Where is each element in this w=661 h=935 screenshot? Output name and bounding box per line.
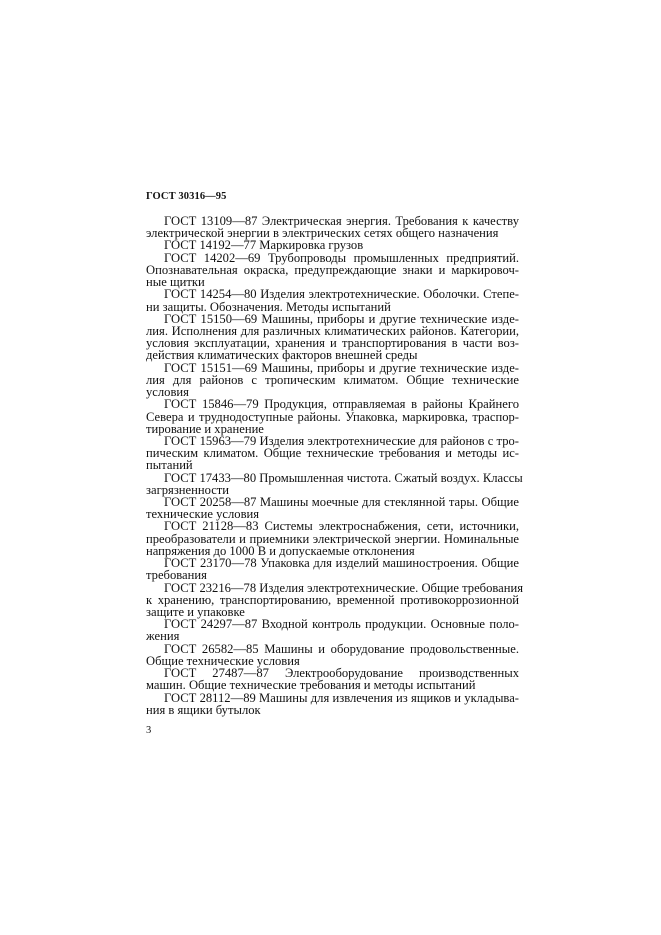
text-line: машин. Общие технические требования и методы испытаний xyxy=(146,678,476,693)
text-line: ГОСТ 15846—79 Продукция, отправляемая в районы Крайнего xyxy=(164,397,519,412)
text-line: к хранению, транспортированию, временной противокоррозионной xyxy=(146,592,519,607)
reference-entry xyxy=(146,362,519,399)
text-line: ГОСТ 24297—87 Входной контроль продукции. Основные поло- xyxy=(164,617,519,632)
reference-entry xyxy=(146,239,519,251)
reference-entry xyxy=(146,313,519,362)
document-header: ГОСТ 30316—95 xyxy=(146,191,227,202)
reference-entry xyxy=(146,667,519,691)
reference-entry xyxy=(146,288,519,312)
text-line: ГОСТ 26582—85 Машины и оборудование продовольственные. xyxy=(164,641,519,656)
reference-entry xyxy=(146,398,519,435)
text-line: ни защиты. Обозначения. Методы испытаний xyxy=(146,299,391,314)
reference-entry xyxy=(146,557,519,581)
page-number: 3 xyxy=(146,725,152,736)
text-line: ГОСТ 27487—87 Электрооборудование производственных xyxy=(164,666,519,681)
text-line: ГОСТ 23216—78 Изделия электротехнические. Общие требования xyxy=(164,580,524,595)
text-line: пытаний xyxy=(146,458,193,473)
text-line: ГОСТ 17433—80 Промышленная чистота. Сжатый воздух. Классы xyxy=(164,470,523,485)
text-line: ГОСТ 15963—79 Изделия электротехнические для районов с тро- xyxy=(164,433,519,448)
text-line: ГОСТ 14202—69 Трубопроводы промышленных предприятий. xyxy=(164,250,519,265)
text-line: преобразователи и приемники электрической энергии. Номинальные xyxy=(146,531,519,546)
reference-entry xyxy=(146,435,519,472)
text-line: условия эксплуатации, хранения и транспортирования в части воз- xyxy=(146,336,519,351)
text-line: Севера и труднодоступные районы. Упаковка, маркировка, траспор- xyxy=(146,409,519,424)
text-line: технические условия xyxy=(146,507,260,522)
text-line: ные щитки xyxy=(146,275,205,290)
text-line: защите и упаковке xyxy=(146,605,245,619)
text-line: лия для районов с тропическим климатом. Общие технические xyxy=(146,372,519,387)
reference-entry xyxy=(146,643,519,667)
text-line: ГОСТ 14192—77 Маркировка грузов xyxy=(164,238,364,253)
text-line: ГОСТ 15151—69 Машины, приборы и другие технические изде- xyxy=(164,360,519,375)
reference-entry xyxy=(146,470,523,497)
text-line: действия климатических факторов внешней среды xyxy=(146,348,418,363)
text-line: ГОСТ 15150—69 Машины, приборы и другие технические изде- xyxy=(164,311,519,326)
text-line: Опознавательная окраска, предупреждающие знаки и маркировоч- xyxy=(146,262,519,277)
text-line: жения xyxy=(146,629,180,644)
reference-list xyxy=(146,214,524,717)
reference-entry xyxy=(146,692,519,716)
text-line: ГОСТ 20258—87 Машины моечные для стеклянной тары. Общие xyxy=(164,495,519,510)
text-line: тирование и хранение xyxy=(146,421,264,436)
text-line: электрической энергии в электрических сетях общего назначения xyxy=(146,226,499,241)
text-line: требования xyxy=(146,568,207,583)
text-line: напряжения до 1000 В и допускаемые отклонения xyxy=(146,543,415,558)
text-line: Общие технические условия xyxy=(146,653,300,668)
text-line: загрязненности xyxy=(146,482,230,497)
reference-entry xyxy=(146,252,519,289)
text-line: ГОСТ 13109—87 Электрическая энергия. Требования к качеству xyxy=(164,214,519,228)
reference-entry xyxy=(146,520,519,557)
text-line: ния в ящики бутылок xyxy=(146,702,261,717)
text-line: лия. Исполнения для различных климатических районов. Категории, xyxy=(146,323,519,338)
reference-entry xyxy=(146,215,519,239)
text-line: ГОСТ 28112—89 Машины для извлечения из ящиков и укладыва- xyxy=(164,690,519,705)
reference-entry xyxy=(146,580,524,619)
reference-entry xyxy=(146,618,519,642)
text-line: ГОСТ 23170—78 Упаковка для изделий машиностроения. Общие xyxy=(164,556,519,571)
text-line: ГОСТ 21128—83 Системы электроснабжения, сети, источники, xyxy=(164,519,519,534)
text-line: пическим климатом. Общие технические требования и методы ис- xyxy=(146,446,519,461)
reference-entry xyxy=(146,496,519,520)
text-line: ГОСТ 14254—80 Изделия электротехнические. Оболочки. Степе- xyxy=(164,287,519,302)
text-line: условия xyxy=(146,385,189,400)
